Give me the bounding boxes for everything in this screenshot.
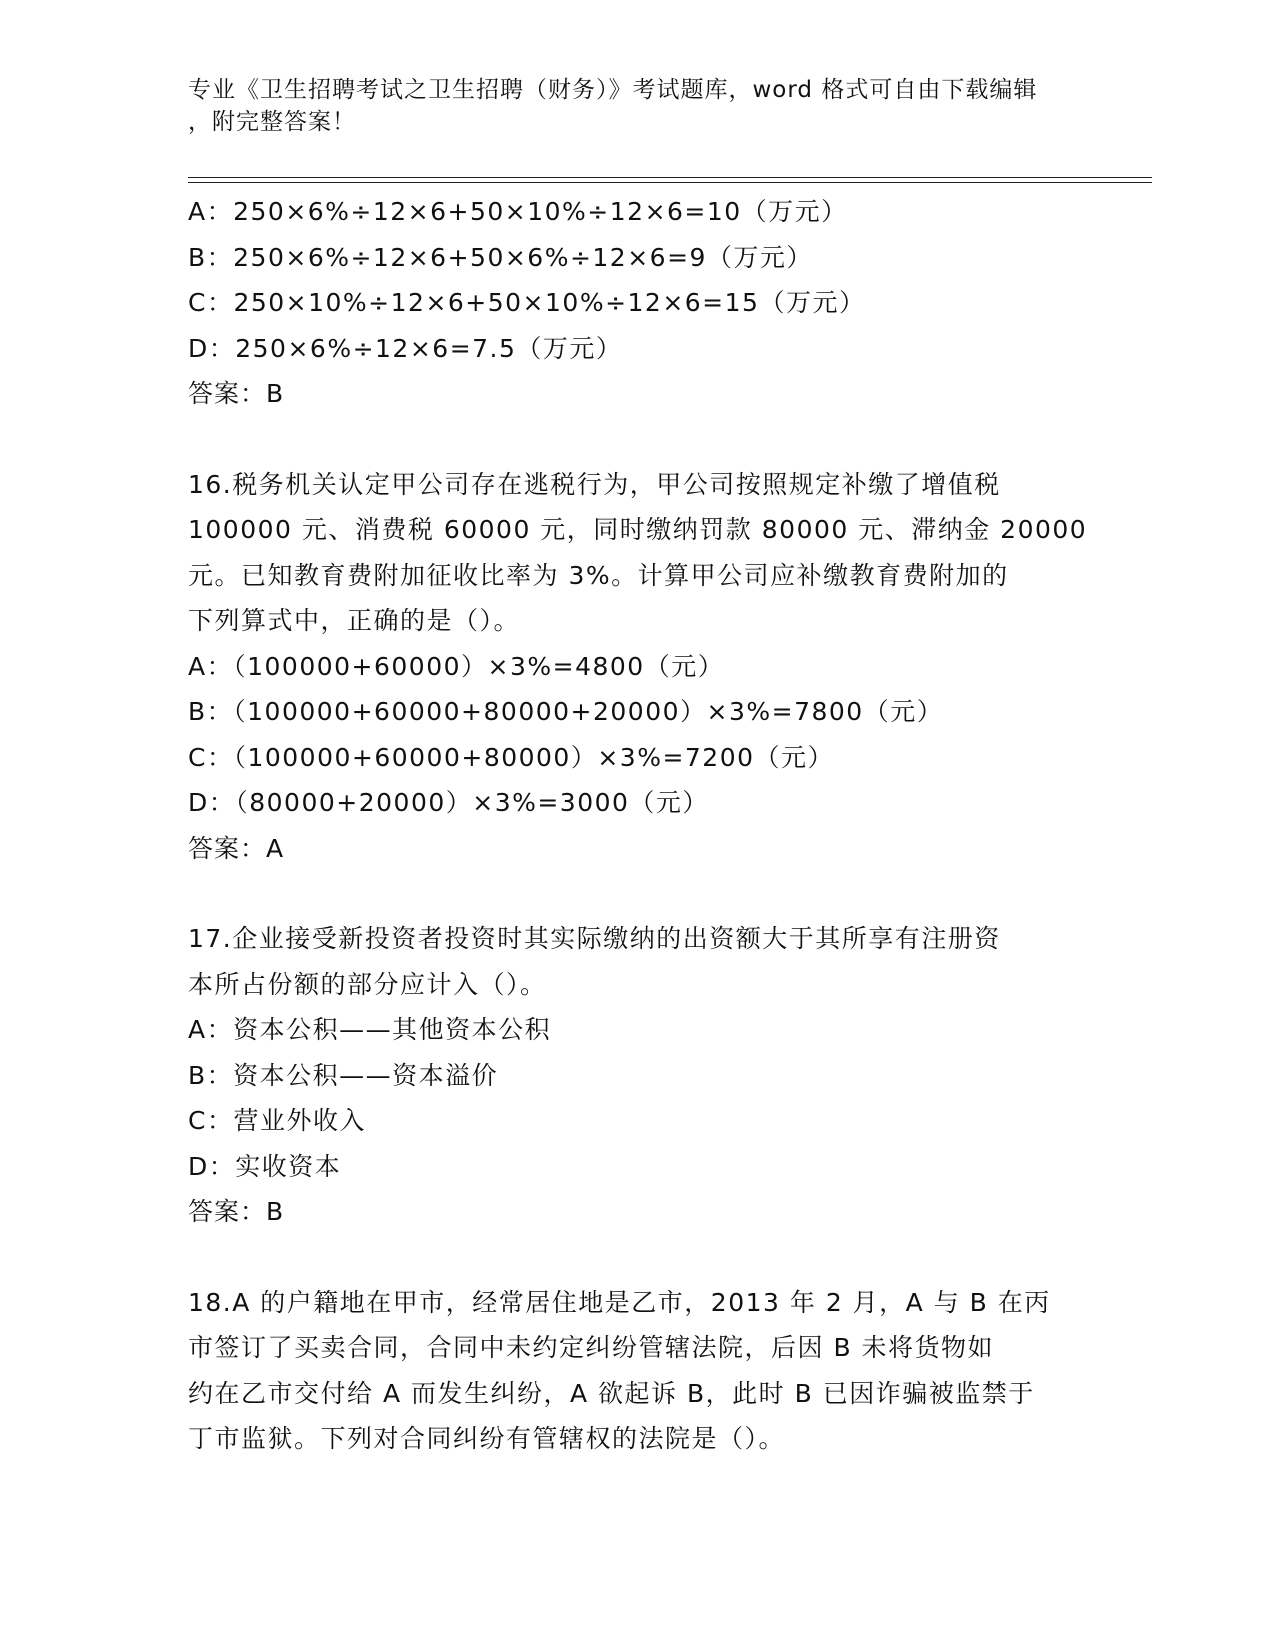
answer: 答案：A <box>188 833 285 863</box>
option-b: B：250×6%÷12×6+50×6%÷12×6=9（万元） <box>188 242 813 272</box>
question-stem-line: 16.税务机关认定甲公司存在逃税行为，甲公司按照规定补缴了增值税 <box>188 469 1001 499</box>
option-b: B：资本公积——资本溢价 <box>188 1060 499 1090</box>
question-17 <box>188 916 1068 1235</box>
header-line-2: ，附完整答案！ <box>188 109 356 135</box>
option-c: C：250×10%÷12×6+50×10%÷12×6=15（万元） <box>188 288 866 317</box>
option-d: D：实收资本 <box>188 1151 342 1181</box>
option-a: A：250×6%÷12×6+50×10%÷12×6=10（万元） <box>188 197 848 226</box>
header-divider-bottom <box>188 182 1152 183</box>
question-stem-line: 17.企业接受新投资者投资时其实际缴纳的出资额大于其所享有注册资 <box>188 924 1001 953</box>
question-stem-line: 元。已知教育费附加征收比率为 3%。计算甲公司应补缴教育费附加的 <box>188 560 1009 590</box>
question-stem-line: 下列算式中，正确的是（）。 <box>188 606 521 635</box>
option-d: D：（80000+20000）×3%=3000（元） <box>188 788 709 817</box>
question-stem-line: 本所占份额的部分应计入（）。 <box>188 969 547 999</box>
option-b: B：（100000+60000+80000+20000）×3%=7800（元） <box>188 697 944 726</box>
question-stem-line: 丁市监狱。下列对合同纠纷有管辖权的法院是（）。 <box>188 1424 786 1453</box>
spacer <box>188 1235 1068 1280</box>
question-stem-line: 市签订了买卖合同，合同中未约定纠纷管辖法院，后因 B 未将货物如 <box>188 1333 995 1362</box>
option-c: C：营业外收入 <box>188 1106 366 1135</box>
question-stem-line: 100000 元、消费税 60000 元，同时缴纳罚款 80000 元、滞纳金 20000 <box>188 515 1088 544</box>
spacer <box>188 417 1068 462</box>
document-header <box>188 74 1068 138</box>
question-16 <box>188 462 1088 872</box>
option-a: A：资本公积——其他资本公积 <box>188 1015 552 1044</box>
header-divider-top <box>188 177 1152 178</box>
question-stem-line: 18.A 的户籍地在甲市，经常居住地是乙市，2013 年 2 月，A 与 B 在丙 <box>188 1287 1051 1317</box>
question-15 <box>188 189 1068 417</box>
option-a: A：（100000+60000）×3%=4800（元） <box>188 651 725 681</box>
option-d: D：250×6%÷12×6=7.5（万元） <box>188 333 623 363</box>
question-18 <box>188 1280 1068 1462</box>
header-line-1: 专业《卫生招聘考试之卫生招聘（财务）》考试题库，word 格式可自由下载编辑 <box>188 77 1038 103</box>
option-c: C：（100000+60000+80000）×3%=7200（元） <box>188 742 835 772</box>
question-stem-line: 约在乙市交付给 A 而发生纠纷，A 欲起诉 B，此时 B 已因诈骗被监禁于 <box>188 1378 1035 1408</box>
document-body <box>188 189 1088 1462</box>
spacer <box>188 871 1068 916</box>
answer: 答案：B <box>188 1197 285 1226</box>
answer: 答案：B <box>188 379 285 408</box>
